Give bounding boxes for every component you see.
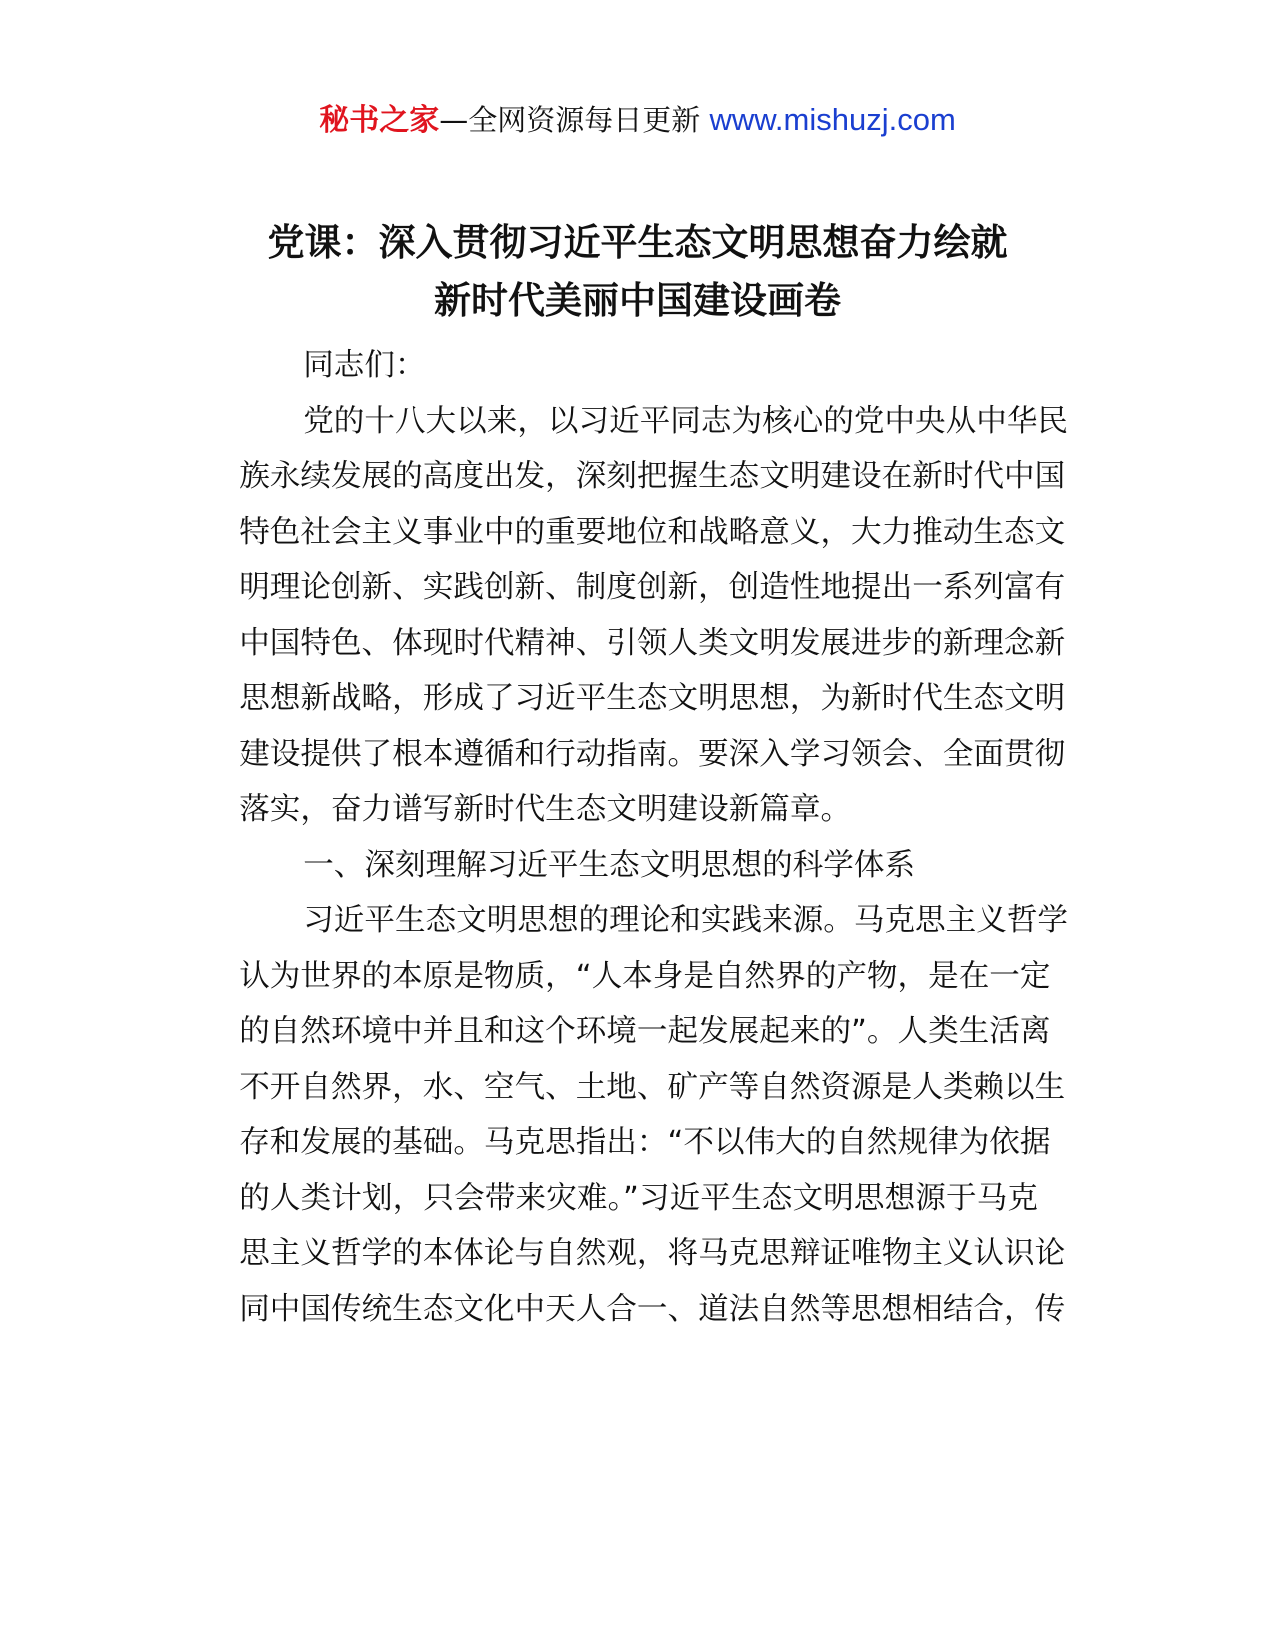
document-body [178, 338, 1069, 1337]
header-tagline: —全网资源每日更新 [439, 103, 701, 137]
section-heading-1 [178, 838, 1038, 894]
text-line: 不开自然界，水、空气、土地、矿产等自然资源是人类赖以生 [239, 1069, 1066, 1105]
site-header [0, 98, 1275, 143]
text-line: 落实，奋力谱写新时代生态文明建设新篇章。 [239, 792, 852, 827]
text-line: 认为世界的本原是物质，“人本身是自然界的产物，是在一定 [239, 958, 1051, 994]
text-line: 同中国传统生态文化中天人合一、道法自然等思想相结合，传 [239, 1291, 1066, 1327]
text-line: 同志们： [303, 348, 426, 383]
text-line: 思主义哲学的本体论与自然观，将马克思辩证唯物主义认识论 [239, 1236, 1066, 1271]
text-line: 中国特色、体现时代精神、引领人类文明发展进步的新理念新 [239, 625, 1066, 661]
text-line: 习近平生态文明思想的理论和实践来源。马克思主义哲学 [303, 903, 1069, 938]
text-line: 的人类计划，只会带来灾难。”习近平生态文明思想源于马克 [239, 1180, 1038, 1216]
text-line: 思想新战略，形成了习近平生态文明思想，为新时代生态文明 [239, 681, 1066, 716]
text-line: 特色社会主义事业中的重要地位和战略意义，大力推动生态文 [239, 514, 1066, 550]
text-line: 族永续发展的高度出发，深刻把握生态文明建设在新时代中国 [239, 459, 1066, 494]
title-line-1: 党课：深入贯彻习近平生态文明思想奋力绘就 [267, 221, 1008, 264]
site-url-link[interactable]: www.mishuzj.com [709, 102, 956, 137]
text-line: 存和发展的基础。马克思指出：“不以伟大的自然规律为依据 [239, 1125, 1051, 1160]
intro-paragraph [178, 394, 1069, 838]
text-line: 明理论创新、实践创新、制度创新，创造性地提出一系列富有 [239, 570, 1066, 605]
section-1-paragraph [178, 893, 1069, 1337]
brand-name: 秘书之家 [319, 103, 440, 138]
greeting-paragraph [178, 338, 1038, 394]
text-line: 的自然环境中并且和这个环境一起发展起来的”。人类生活离 [239, 1014, 1051, 1049]
text-line: 一、深刻理解习近平生态文明思想的科学体系 [303, 847, 916, 883]
text-line: 建设提供了根本遵循和行动指南。要深入学习领会、全面贯彻 [239, 736, 1066, 772]
title-line-2: 新时代美丽中国建设画卷 [434, 279, 841, 322]
document-title [120, 214, 1155, 330]
text-line: 党的十八大以来，以习近平同志为核心的党中央从中华民 [303, 403, 1069, 439]
